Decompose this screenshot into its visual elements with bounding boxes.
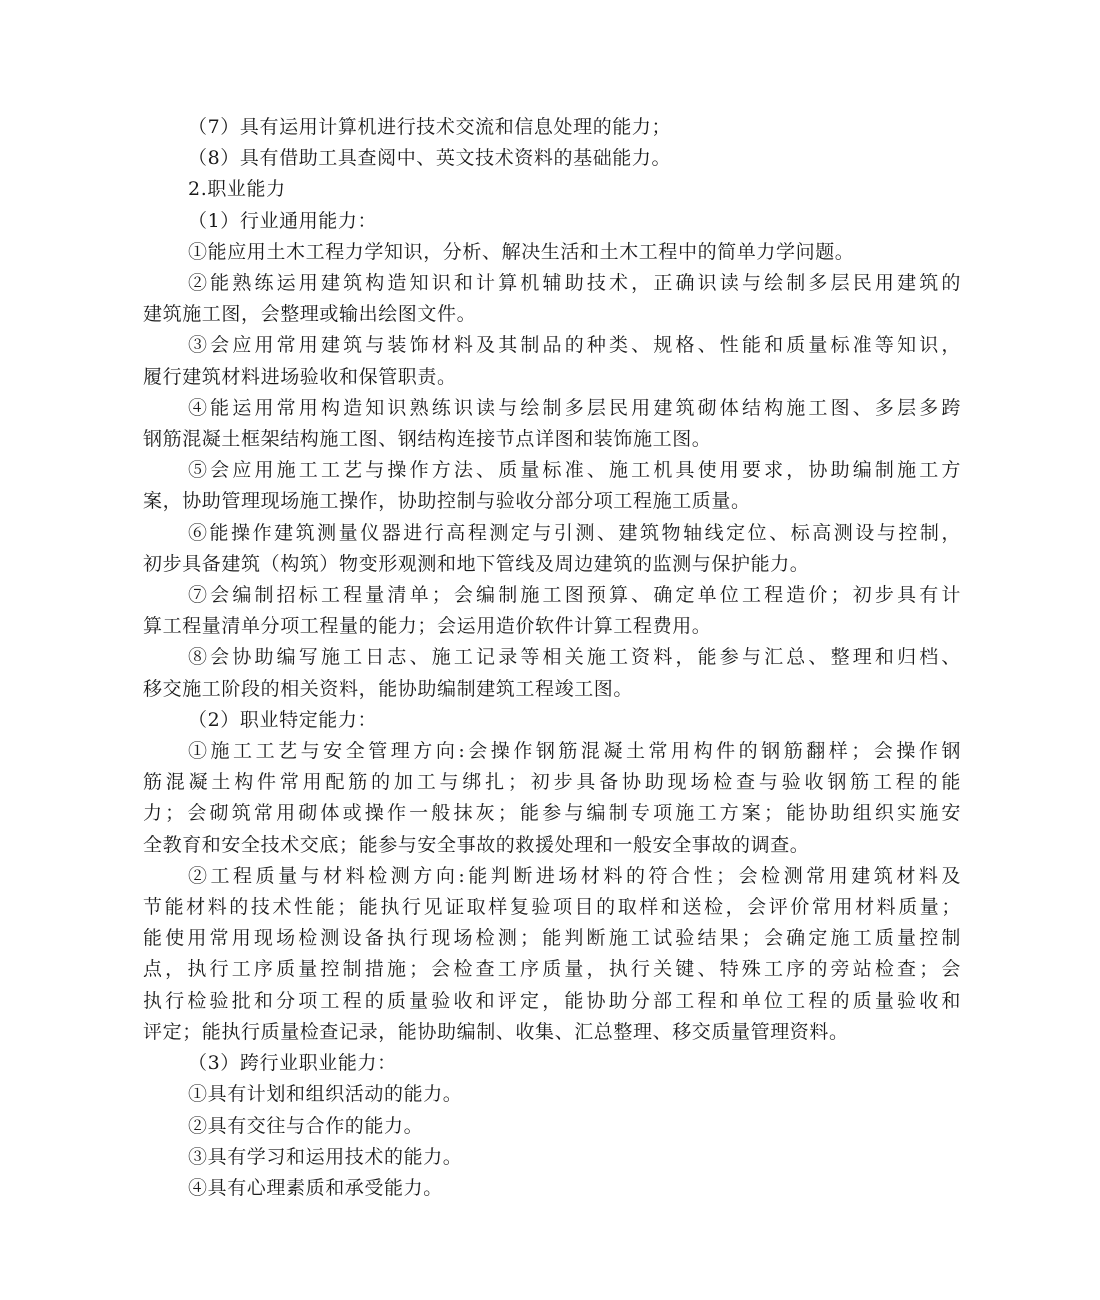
text-line: 节能材料的技术性能；能执行见证取样复验项目的取样和送检，会评价常用材料质量； (143, 896, 961, 919)
text-line: ⑦会编制招标工程量清单；会编制施工图预算、确定单位工程造价；初步具有计 (188, 584, 961, 607)
text-line: ①具有计划和组织活动的能力。 (188, 1083, 463, 1106)
text-line: 案，协助管理现场施工操作，协助控制与验收分部分项工程施工质量。 (143, 490, 751, 513)
text-line: ②工程质量与材料检测方向:能判断进场材料的符合性；会检测常用建筑材料及 (188, 864, 961, 887)
text-line: （2）职业特定能力： (188, 708, 378, 731)
text-line: 2.职业能力 (188, 178, 286, 201)
text-line: 点，执行工序质量控制措施；会检查工序质量，执行关键、特殊工序的旁站检查；会 (143, 958, 961, 981)
text-line: （8）具有借助工具查阅中、英文技术资料的基础能力。 (188, 147, 672, 170)
text-line: 力；会砌筑常用砌体或操作一般抹灰；能参与编制专项施工方案；能协助组织实施安 (143, 802, 961, 825)
text-line: ④能运用常用构造知识熟练识读与绘制多层民用建筑砌体结构施工图、多层多跨 (188, 396, 961, 419)
text-line: 评定；能执行质量检查记录，能协助编制、收集、汇总整理、移交质量管理资料。 (143, 1020, 849, 1043)
text-line: 算工程量清单分项工程量的能力；会运用造价软件计算工程费用。 (143, 615, 712, 638)
text-line: ②能熟练运用建筑构造知识和计算机辅助技术，正确识读与绘制多层民用建筑的 (188, 272, 961, 295)
text-line: （1）行业通用能力： (188, 209, 378, 232)
text-line: ①施工工艺与安全管理方向:会操作钢筋混凝土常用构件的钢筋翻样；会操作钢 (188, 740, 961, 763)
text-line: 能使用常用现场检测设备执行现场检测；能判断施工试验结果；会确定施工质量控制 (143, 927, 961, 950)
text-line: 执行检验批和分项工程的质量验收和评定，能协助分部工程和单位工程的质量验收和 (143, 989, 961, 1012)
text-line: ③会应用常用建筑与装饰材料及其制品的种类、规格、性能和质量标准等知识， (188, 334, 961, 357)
text-line: （7）具有运用计算机进行技术交流和信息处理的能力； (188, 116, 672, 138)
text-line: ②具有交往与合作的能力。 (188, 1114, 424, 1137)
text-line: 履行建筑材料进场验收和保管职责。 (143, 365, 457, 388)
text-line: 建筑施工图，会整理或输出绘图文件。 (143, 303, 477, 326)
document-body (143, 112, 961, 1204)
text-line: 移交施工阶段的相关资料，能协助编制建筑工程竣工图。 (143, 677, 634, 700)
text-line: ③具有学习和运用技术的能力。 (188, 1145, 463, 1168)
text-line: 筋混凝土构件常用配筋的加工与绑扎；初步具备协助现场检查与验收钢筋工程的能 (143, 771, 961, 794)
text-line: （3）跨行业职业能力： (188, 1052, 397, 1075)
text-line: ⑧会协助编写施工日志、施工记录等相关施工资料，能参与汇总、整理和归档、 (188, 646, 961, 669)
text-line: ⑤会应用施工工艺与操作方法、质量标准、施工机具使用要求，协助编制施工方 (188, 459, 961, 482)
text-line: 全教育和安全技术交底；能参与安全事故的救援处理和一般安全事故的调查。 (143, 833, 810, 856)
text-line: ①能应用土木工程力学知识，分析、解决生活和土木工程中的简单力学问题。 (188, 240, 855, 263)
text-line: 初步具备建筑（构筑）物变形观测和地下管线及周边建筑的监测与保护能力。 (143, 552, 810, 575)
text-line: ④具有心理素质和承受能力。 (188, 1176, 443, 1199)
text-line: ⑥能操作建筑测量仪器进行高程测定与引测、建筑物轴线定位、标高测设与控制， (188, 521, 961, 544)
text-line: 钢筋混凝土框架结构施工图、钢结构连接节点详图和装饰施工图。 (143, 428, 712, 451)
